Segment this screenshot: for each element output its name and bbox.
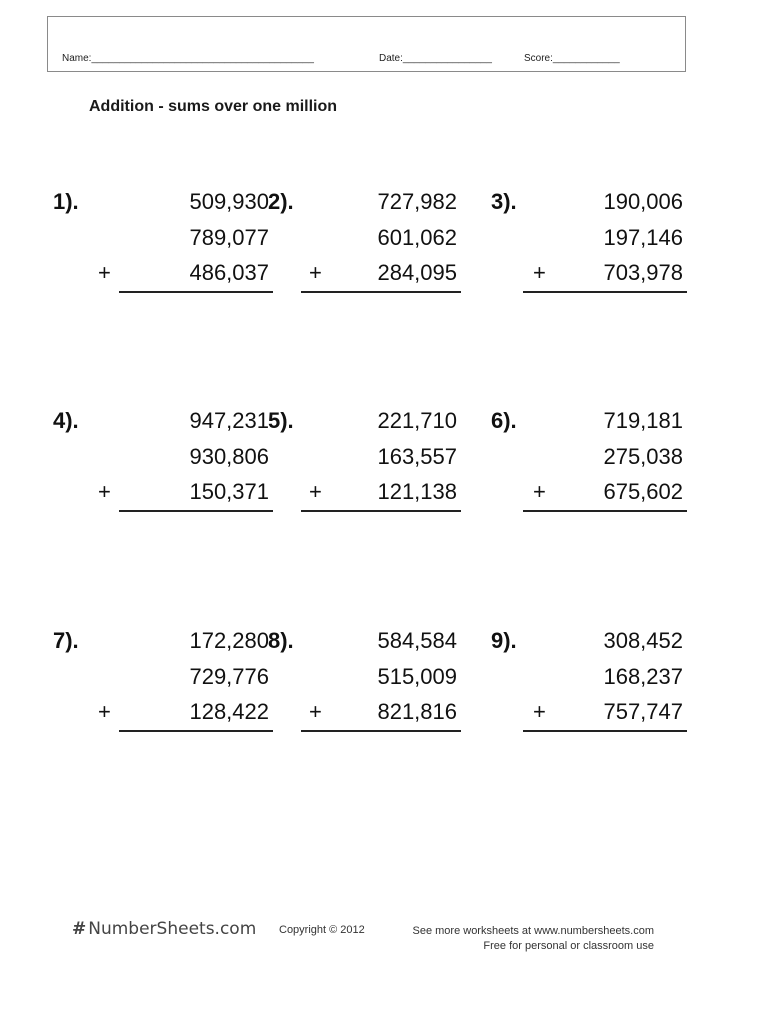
addend-2: 930,806	[189, 444, 269, 469]
addend-2: 197,146	[603, 225, 683, 250]
sum-line	[523, 510, 687, 512]
problem-9	[491, 628, 687, 738]
addend-1: 584,584	[377, 628, 457, 653]
addend-2: 168,237	[603, 664, 683, 689]
logo-text: NumberSheets.com	[88, 919, 257, 939]
plus-sign: +	[533, 699, 546, 724]
problem-number: 4).	[53, 408, 79, 433]
more-worksheets-note	[413, 924, 655, 954]
addend-1: 727,982	[377, 189, 457, 214]
date-field-label: Date:________________	[379, 53, 492, 64]
sum-line	[119, 291, 273, 293]
addend-2: 601,062	[377, 225, 457, 250]
problem-number: 1).	[53, 189, 79, 214]
problem-number: 2).	[268, 189, 294, 214]
addend-2: 163,557	[377, 444, 457, 469]
copyright-text: Copyright © 2012	[279, 924, 365, 936]
problem-number: 6).	[491, 408, 517, 433]
addend-2: 275,038	[603, 444, 683, 469]
plus-sign: +	[98, 260, 111, 285]
sum-line	[301, 730, 461, 732]
addend-2: 729,776	[189, 664, 269, 689]
problem-number: 9).	[491, 628, 517, 653]
hash-icon: #	[72, 919, 87, 939]
more-worksheets-line: See more worksheets at www.numbersheets.com	[412, 925, 654, 937]
addend-1: 719,181	[603, 408, 683, 433]
addend-3: 675,602	[603, 479, 683, 504]
sum-line	[119, 510, 273, 512]
addend-3: 150,371	[189, 479, 269, 504]
addend-3: 703,978	[603, 260, 683, 285]
header-box	[47, 16, 686, 72]
sum-line	[523, 291, 687, 293]
addend-3: 121,138	[377, 479, 457, 504]
addend-1: 308,452	[603, 628, 683, 653]
worksheet-title: Addition - sums over one million	[89, 98, 338, 115]
addend-3: 128,422	[189, 699, 269, 724]
plus-sign: +	[309, 699, 322, 724]
sum-line	[523, 730, 687, 732]
sum-line	[301, 291, 461, 293]
sum-line	[301, 510, 461, 512]
numbersheets-logo	[72, 919, 256, 939]
addend-1: 947,231	[189, 408, 269, 433]
addend-1: 190,006	[603, 189, 683, 214]
problem-number: 7).	[53, 628, 79, 653]
usage-note: Free for personal or classroom use	[483, 940, 654, 952]
plus-sign: +	[533, 479, 546, 504]
addend-1: 509,930	[189, 189, 269, 214]
problem-6	[491, 408, 687, 518]
problem-4	[53, 408, 273, 518]
plus-sign: +	[98, 699, 111, 724]
plus-sign: +	[309, 260, 322, 285]
addend-1: 221,710	[377, 408, 457, 433]
name-field-label: Name:________________________________________	[62, 53, 314, 64]
addend-2: 789,077	[189, 225, 269, 250]
addend-3: 821,816	[377, 699, 457, 724]
problem-number: 5).	[268, 408, 294, 433]
addend-3: 757,747	[603, 699, 683, 724]
plus-sign: +	[533, 260, 546, 285]
problem-8	[268, 628, 461, 738]
score-field-label: Score:____________	[524, 53, 620, 64]
problem-7	[53, 628, 273, 738]
problem-1	[53, 189, 273, 299]
problem-3	[491, 189, 687, 299]
addend-1: 172,280	[189, 628, 269, 653]
problem-2	[268, 189, 461, 299]
problem-number: 3).	[491, 189, 517, 214]
sum-line	[119, 730, 273, 732]
problem-5	[268, 408, 461, 518]
plus-sign: +	[309, 479, 322, 504]
problem-number: 8).	[268, 628, 294, 653]
plus-sign: +	[98, 479, 111, 504]
addend-3: 486,037	[189, 260, 269, 285]
addend-2: 515,009	[377, 664, 457, 689]
addend-3: 284,095	[377, 260, 457, 285]
